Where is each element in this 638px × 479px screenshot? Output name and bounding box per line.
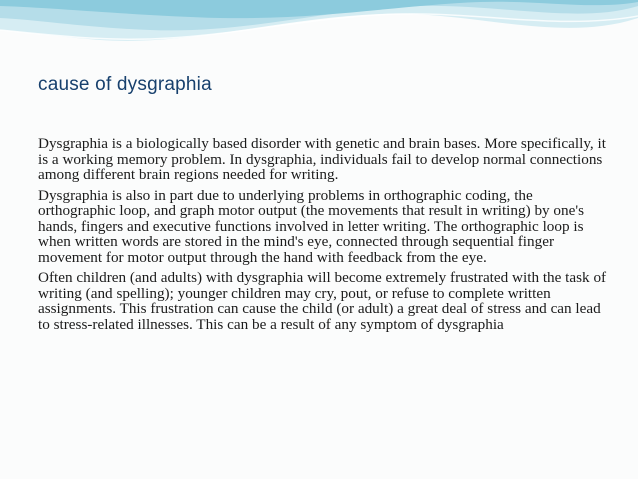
paragraph-orthographic-coding: Dysgraphia is also in part due to underlying problems in orthographic coding, the orthographic loop, and graph motor output (the movements that result in writing) by one's hands, fingers and executive functions involved in letter writing. The orthographic loop is when written words are stored in the mind's eye, connected through sequential finger movement for motor output through the hand with feedback from the eye. (38, 186, 585, 266)
paragraph-genetic-basis: Dysgraphia is a biologically based disorder with genetic and brain bases. More specifically, it is a working memory problem. In dysgraphia, individuals fail to develop normal connections among different brain regions needed for writing. (38, 135, 606, 183)
slide-body (38, 136, 608, 337)
header-wave-decoration (0, 0, 638, 60)
paragraph-frustration: Often children (and adults) with dysgraphia will become extremely frustrated with the task of writing (and spelling); younger children may cry, pout, or refuse to complete written assignments. This frustration can cause the child (or adult) a great deal of stress and can lead to stress-related illnesses. This can be a result of any symptom of dysgraphia (38, 269, 607, 333)
slide-title: cause of dysgraphia (38, 74, 212, 95)
